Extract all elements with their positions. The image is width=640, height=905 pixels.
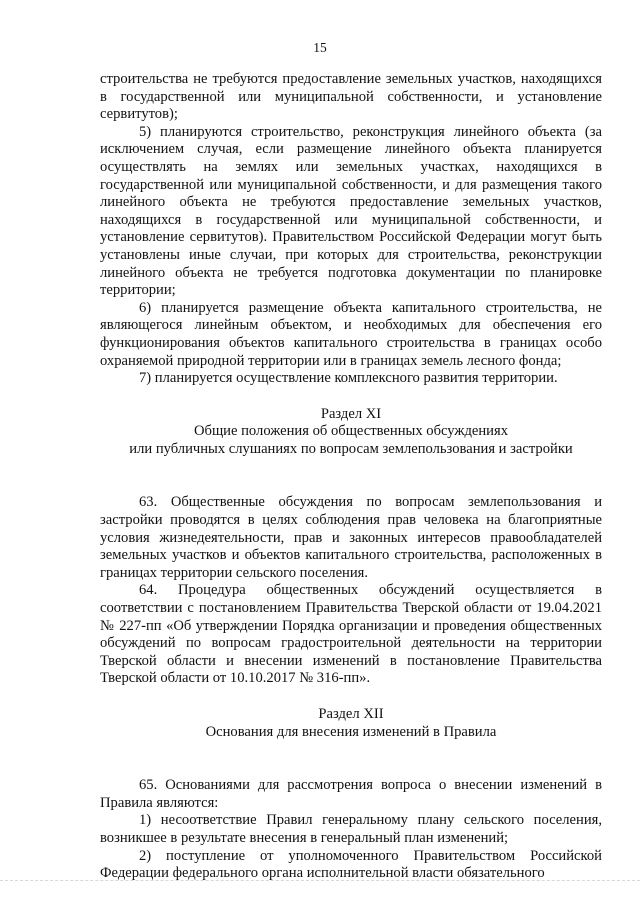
page-bottom-divider [0, 880, 640, 881]
paragraph-continuation: строительства не требуются предоставление земельных участков, находящихся в государственной или муниципальной собственности, и установление сервитутов); [100, 71, 602, 123]
section-11-heading [100, 406, 602, 459]
document-body [100, 71, 602, 883]
list-item-7: 7) планируется осуществление комплексного развития территории. [139, 370, 558, 387]
section-11-label: Раздел XI [320, 405, 382, 422]
section-12-title-line1: Основания для внесения изменений в Правила [205, 723, 497, 740]
list-item-6: 6) планируется размещение объекта капитального строительства, не являющегося линейным объектом, и необходимых для обеспечения его функционирования объектов капитального строительства в границах особо охраняемой природной территории или в границах земель лесного фонда; [100, 299, 602, 369]
paragraph-65: 65. Основаниями для рассмотрения вопроса о внесении изменений в Правила являются: [100, 777, 602, 811]
section-11-title-line1: Общие положения об общественных обсуждениях [193, 423, 509, 440]
paragraph-64: 64. Процедура общественных обсуждений осуществляется в соответствии с постановлением Правительства Тверской области от 19.04.2021 № 227-пп «Об утверждении Порядка организации и проведения общественных обсуждений по вопросам градостроительной деятельности на территории Тверской области и внесении изменений в постановление Правительства Тверской области от 10.10.2017 № 316-пп». [100, 582, 602, 687]
list-item-5: 5) планируются строительство, реконструкция линейного объекта (за исключением случая, если размещение линейного объекта планируется осуществлять на землях или земельных участках, находящихся в государственной или муниципальной собственности, и для размещения такого линейного объекта не требуются предоставление земельных участков, находящихся в государственной или муниципальной собственности, и установление сервитутов). Правительством Российской Федерации могут быть установлены иные случаи, при которых для строительства, реконструкции линейного объекта не требуется подготовка документации по планировке территории; [100, 123, 602, 299]
section-11-title-line2: или публичных слушаниях по вопросам землепользования и застройки [129, 440, 573, 457]
section-12-heading [100, 706, 602, 741]
section-12-label: Раздел XII [318, 706, 384, 722]
list-item-1: 1) несоответствие Правил генеральному плану сельского поселения, возникшее в результате внесения в генеральный план изменений; [100, 812, 602, 846]
list-item-2: 2) поступление от уполномоченного Правительством Российской Федерации федерального органа исполнительной власти обязательного [100, 847, 602, 882]
paragraph-63: 63. Общественные обсуждения по вопросам землепользования и застройки проводятся в целях соблюдения прав человека на благоприятные условия жизнедеятельности, прав и законных интересов правообладателей земельных участков и объектов капитального строительства, расположенных в границах территории сельского поселения. [100, 494, 602, 581]
page-number: 15 [313, 40, 327, 55]
